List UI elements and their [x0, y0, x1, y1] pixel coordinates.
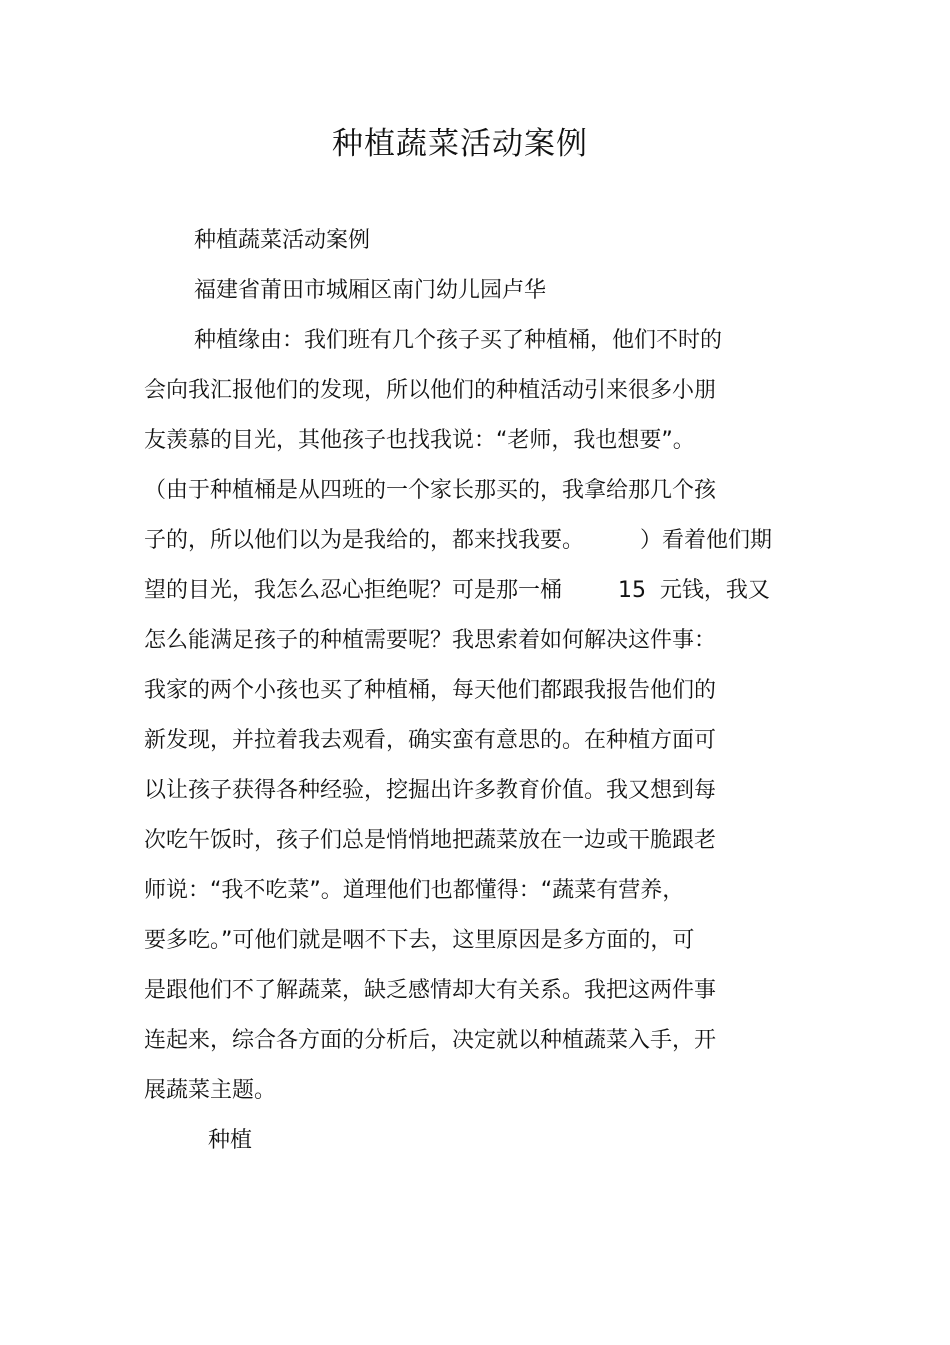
body-line: 要多吃。”可他们就是咽不下去，这里原因是多方面的，可	[144, 928, 695, 953]
author-line: 福建省莆田市城厢区南门幼儿园卢华	[194, 278, 547, 303]
body-line: 连起来，综合各方面的分析后，决定就以种植蔬菜入手，开	[144, 1028, 717, 1053]
body-line: 会向我汇报他们的发现，所以他们的种植活动引来很多小朋	[144, 378, 717, 403]
body-line: 以让孩子获得各种经验，挖掘出许多教育价值。我又想到每	[144, 778, 717, 803]
body-line: 展蔬菜主题。	[144, 1078, 277, 1103]
subtitle-line: 种植蔬菜活动案例	[194, 228, 371, 253]
body-line: 望的目光，我怎么忍心拒绝呢？可是那一桶 15 元钱，我又	[144, 578, 770, 603]
body-line: 是跟他们不了解蔬菜，缺乏感情却大有关系。我把这两件事	[144, 978, 717, 1003]
body-line: 种植缘由：我们班有几个孩子买了种植桶，他们不时的	[194, 328, 723, 353]
body-line: 师说：“我不吃菜”。道理他们也都懂得：“蔬菜有营养，	[144, 878, 685, 903]
body-line: （由于种植桶是从四班的一个家长那买的，我拿给那几个孩	[144, 478, 717, 503]
body-line: 我家的两个小孩也买了种植桶，每天他们都跟我报告他们的	[144, 678, 717, 703]
body-line: 次吃午饭时，孩子们总是悄悄地把蔬菜放在一边或干脆跟老	[144, 828, 717, 853]
body-line: 子的，所以他们以为是我给的，都来找我要。 ）看着他们期	[144, 528, 772, 553]
body-line: 怎么能满足孩子的种植需要呢？我思索着如何解决这件事：	[144, 628, 717, 653]
body-line: 新发现，并拉着我去观看，确实蛮有意思的。在种植方面可	[144, 728, 717, 753]
body-line: 友羡慕的目光，其他孩子也找我说：“老师，我也想要”。	[144, 428, 695, 453]
section-heading: 种植	[208, 1128, 253, 1153]
document-title: 种植蔬菜活动案例	[332, 126, 588, 162]
